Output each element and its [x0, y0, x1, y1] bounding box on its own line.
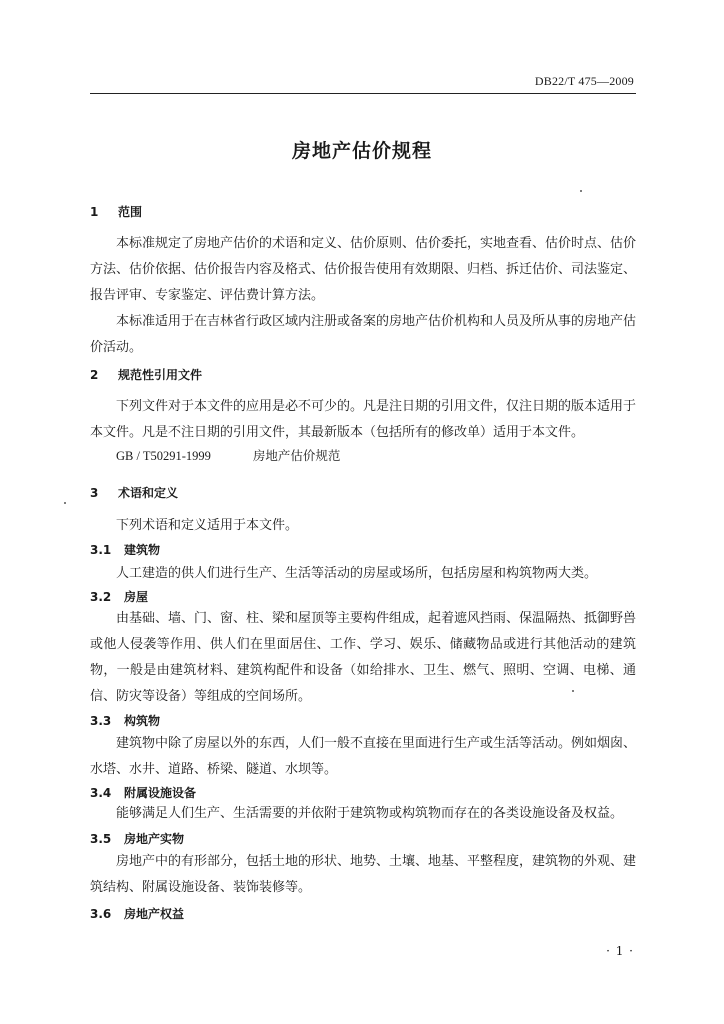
term-3-4-definition: 能够满足人们生产、生活需要的并依附于建筑物或构筑物而存在的各类设施设备及权益。 — [116, 806, 624, 821]
term-title: 附属设施设备 — [124, 786, 197, 800]
term-3-6-heading — [90, 905, 184, 922]
term-3-4-heading — [90, 784, 196, 801]
section-number: 2 — [90, 368, 99, 382]
section-number: 1 — [90, 205, 99, 219]
term-number: 3.1 — [90, 543, 112, 557]
term-3-3-heading — [90, 712, 160, 729]
term-3-3-definition: 建筑物中除了房屋以外的东西，人们一般不直接在里面进行生产或生活等活动。例如烟囱、水塔、水井、道路、桥梁、隧道、水坝等。 — [90, 736, 637, 777]
scan-speck — [572, 690, 574, 692]
scan-speck — [64, 502, 66, 504]
term-title: 房地产实物 — [124, 832, 185, 846]
term-title: 房地产权益 — [124, 907, 185, 921]
term-number: 3.4 — [90, 786, 112, 800]
term-3-5-definition: 房地产中的有形部分，包括土地的形状、地势、土壤、地基、平整程度，建筑物的外观、建筑结构、附属设施设备、装饰装修等。 — [90, 854, 637, 895]
section-number: 3 — [90, 486, 99, 500]
term-number: 3.5 — [90, 832, 112, 846]
scan-speck — [580, 190, 582, 192]
section-title: 范围 — [118, 205, 143, 219]
ref-name: 房地产估价规范 — [252, 448, 341, 463]
term-number: 3.2 — [90, 590, 112, 604]
term-3-2-heading — [90, 588, 148, 605]
section-1-heading — [90, 203, 142, 220]
term-title: 建筑物 — [124, 543, 161, 557]
referenced-document — [116, 446, 340, 464]
page-number: · 1 · — [606, 944, 634, 958]
header-rule — [90, 93, 636, 94]
term-3-1-heading — [90, 541, 160, 558]
section-1-paragraph-2: 本标准适用于在吉林省行政区域内注册或备案的房地产估价机构和人员及所从事的房地产估价活动。 — [90, 314, 637, 355]
section-3-heading — [90, 484, 178, 501]
term-3-5-heading — [90, 830, 184, 847]
section-2-paragraph-1: 下列文件对于本文件的应用是必不可少的。凡是注日期的引用文件，仅注日期的版本适用于本文件。凡是不注日期的引用文件，其最新版本（包括所有的修改单）适用于本文件。 — [90, 399, 637, 440]
section-title: 术语和定义 — [118, 486, 179, 500]
ref-code: GB / T50291-1999 — [116, 449, 211, 463]
section-2-heading — [90, 366, 202, 383]
term-title: 构筑物 — [124, 714, 161, 728]
section-1-paragraph-1: 本标准规定了房地产估价的术语和定义、估价原则、估价委托，实地查看、估价时点、估价方法、估价依据、估价报告内容及格式、估价报告使用有效期限、归档、拆迁估价、司法鉴定、报告评审、专家鉴定、评估费计算方法。 — [90, 236, 637, 303]
document-title: 房地产估价规程 — [291, 140, 432, 162]
term-title: 房屋 — [124, 590, 149, 604]
term-number: 3.3 — [90, 714, 112, 728]
term-3-1-definition: 人工建造的供人们进行生产、生活等活动的房屋或场所，包括房屋和构筑物两大类。 — [116, 566, 598, 581]
term-3-2-definition: 由基础、墙、门、窗、柱、梁和屋顶等主要构件组成，起着遮风挡雨、保温隔热、抵御野兽或他人侵袭等作用、供人们在里面居住、工作、学习、娱乐、储藏物品或进行其他活动的建筑物，一般是由建筑材料、建筑构配件和设备（如给排水、卫生、燃气、照明、空调、电梯、通信、防灾等设备）等组成的空间场所。 — [90, 611, 637, 704]
section-title: 规范性引用文件 — [118, 368, 203, 382]
term-number: 3.6 — [90, 907, 112, 921]
standard-code: DB22/T 475—2009 — [534, 74, 634, 88]
section-3-intro: 下列术语和定义适用于本文件。 — [116, 518, 299, 533]
